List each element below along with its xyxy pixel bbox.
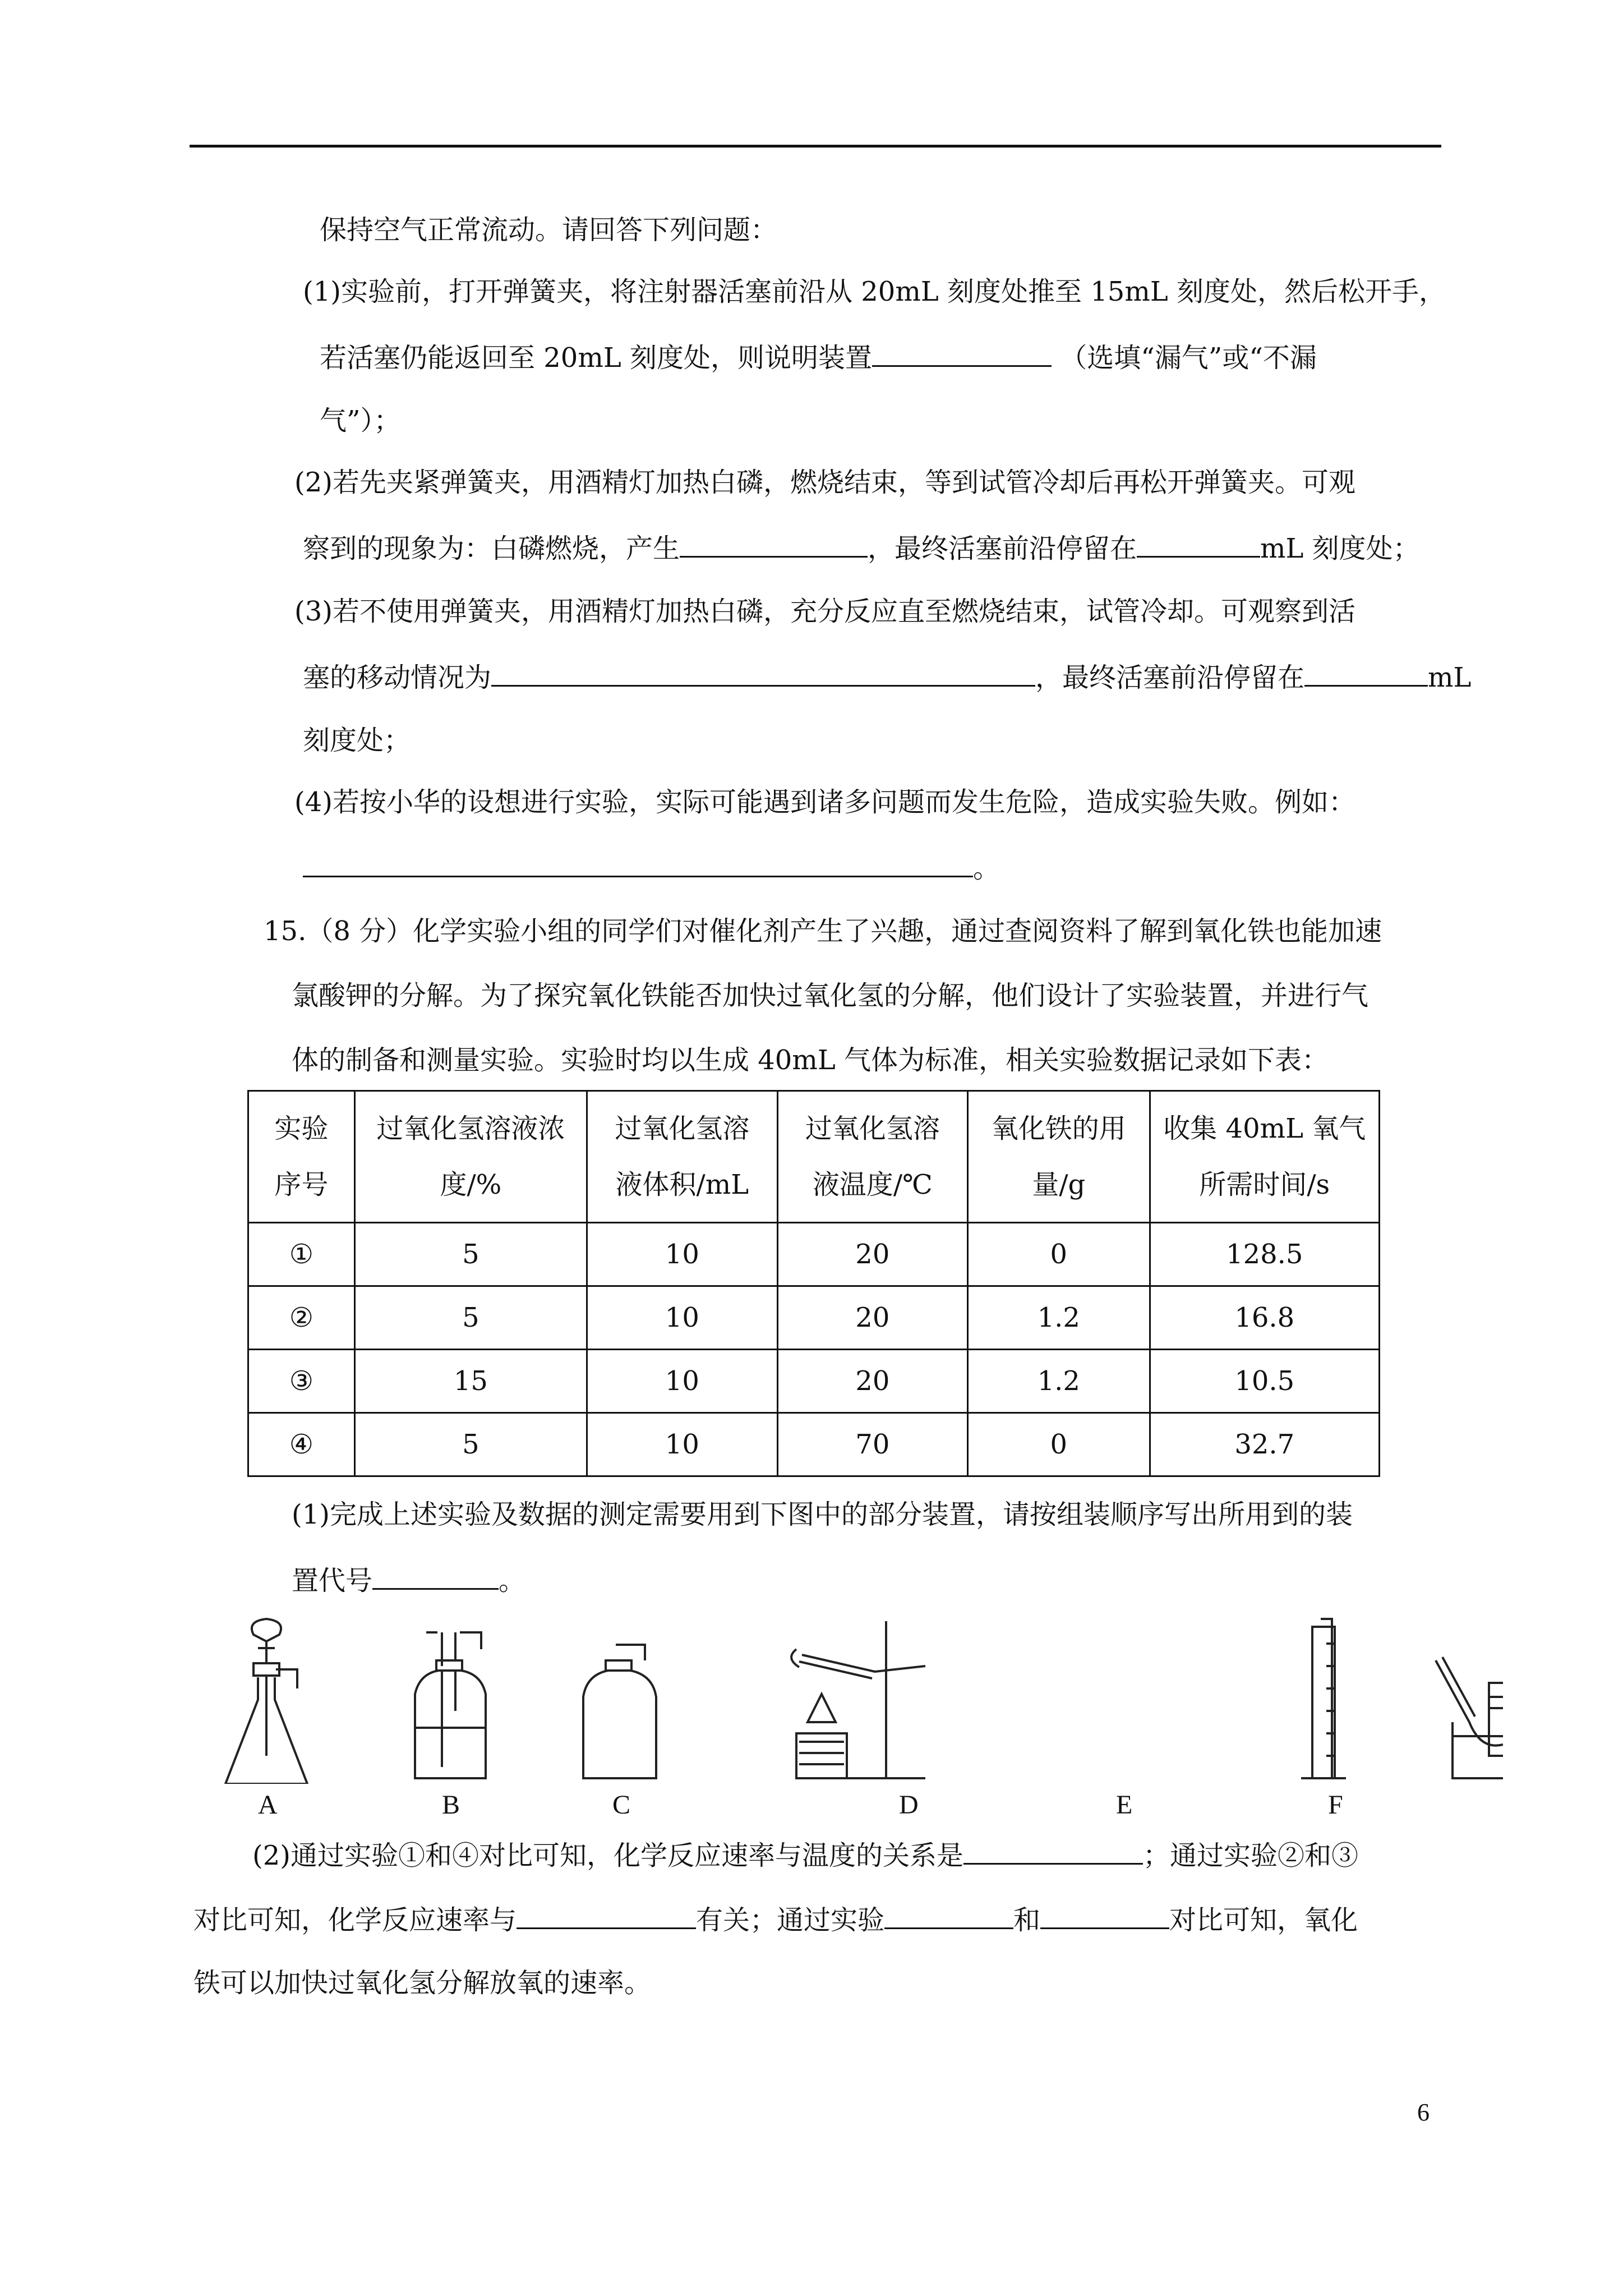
q15-s2-line1 xyxy=(252,1837,1358,1872)
apparatus-svg xyxy=(213,1616,1503,1784)
table-cell: 0 xyxy=(968,1413,1150,1476)
table-row xyxy=(248,1286,1380,1350)
table-cell: 20 xyxy=(777,1286,967,1350)
header-rule xyxy=(190,145,1441,148)
q15-s2-line2-text-c: 和 xyxy=(1013,1904,1041,1936)
table-cell: 0 xyxy=(968,1223,1150,1286)
table-cell: 16.8 xyxy=(1150,1286,1379,1350)
answer-blank[interactable] xyxy=(491,659,1035,687)
q15-s2-line2-text-b: 有关；通过实验 xyxy=(696,1904,885,1936)
answer-blank[interactable] xyxy=(303,850,973,877)
table-row xyxy=(248,1350,1380,1413)
q14-p3-line2-text-b: ，最终活塞前沿停留在 xyxy=(1035,662,1305,693)
q15-s1-line1: (1)完成上述实验及数据的测定需要用到下图中的部分装置，请按组装顺序写出所用到的装 xyxy=(292,1499,1353,1530)
answer-blank[interactable] xyxy=(963,1837,1143,1865)
apparatus-label-f: F xyxy=(1328,1790,1343,1820)
apparatus-d-heating-setup xyxy=(791,1621,925,1778)
q14-p1-line3: 气”）； xyxy=(320,405,401,436)
table-cell: 20 xyxy=(777,1350,967,1413)
table-cell: 5 xyxy=(354,1286,587,1350)
header-cell: 实验 序号 xyxy=(248,1091,355,1223)
table-cell: 32.7 xyxy=(1150,1413,1379,1476)
answer-blank[interactable] xyxy=(1304,659,1428,687)
table-cell: 5 xyxy=(354,1223,587,1286)
q15-s2-line1-text-b: ；通过实验②和③ xyxy=(1143,1840,1359,1871)
header-cell: 过氧化氢溶液浓 度/% xyxy=(354,1091,587,1223)
table-cell: 15 xyxy=(354,1350,587,1413)
table-cell: 5 xyxy=(354,1413,587,1476)
table-header-row xyxy=(248,1091,1380,1223)
q15-line2: 氯酸钾的分解。为了探究氧化铁能否加快过氧化氢的分解，他们设计了实验装置，并进行气 xyxy=(292,980,1369,1011)
header-cell: 过氧化氢溶 液体积/mL xyxy=(587,1091,778,1223)
q14-p2-line2-text-c: mL 刻度处； xyxy=(1260,533,1420,564)
q14-p4-line2-text: 。 xyxy=(973,853,1000,884)
table-cell: 10 xyxy=(587,1286,778,1350)
table-cell: 10 xyxy=(587,1350,778,1413)
q14-p2-line1: (2)若先夹紧弹簧夹，用酒精灯加热白磷，燃烧结束，等到试管冷却后再松开弹簧夹。可观 xyxy=(294,467,1355,498)
table-cell: ② xyxy=(248,1286,355,1350)
apparatus-b-gas-washing-bottle xyxy=(415,1632,486,1778)
q15-line3: 体的制备和测量实验。实验时均以生成 40mL 气体为标准，相关实验数据记录如下表： xyxy=(292,1045,1329,1076)
apparatus-c-collection-bottle xyxy=(583,1645,656,1778)
q14-p2-line2-text-a: 察到的现象为：白磷燃烧，产生 xyxy=(303,533,680,564)
apparatus-a-conical-flask-with-funnel xyxy=(225,1619,307,1784)
apparatus-label-a: A xyxy=(258,1790,278,1820)
answer-blank[interactable] xyxy=(872,339,1052,367)
intro-text: 保持空气正常流动。请回答下列问题： xyxy=(320,214,778,246)
q15-s2-line2 xyxy=(193,1902,1358,1937)
table-cell: 20 xyxy=(777,1223,967,1286)
q15-s2-line2-text-a: 对比可知，化学反应速率与 xyxy=(193,1904,517,1936)
apparatus-e-graduated-cylinder xyxy=(1301,1619,1346,1778)
header-cell: 过氧化氢溶 液温度/℃ xyxy=(777,1091,967,1223)
experiment-data-table xyxy=(247,1090,1380,1477)
apparatus-label-e: E xyxy=(1116,1790,1133,1820)
q15-line1: 15.（8 分）化学实验小组的同学们对催化剂产生了兴趣，通过查阅资料了解到氧化铁也能加速 xyxy=(264,915,1382,947)
answer-blank[interactable] xyxy=(680,530,868,558)
header-cell: 氧化铁的用 量/g xyxy=(968,1091,1150,1223)
q14-p3-line1: (3)若不使用弹簧夹，用酒精灯加热白磷，充分反应直至燃烧结束，试管冷却。可观察到活 xyxy=(294,596,1355,627)
table-cell: 70 xyxy=(777,1413,967,1476)
answer-blank[interactable] xyxy=(884,1902,1013,1929)
q14-p1-line2 xyxy=(320,339,1317,375)
q15-s2-line1-text-a: (2)通过实验①和④对比可知，化学反应速率与温度的关系是 xyxy=(252,1840,963,1871)
q15-s1-line2 xyxy=(292,1562,525,1598)
apparatus-label-b: B xyxy=(442,1790,460,1820)
q14-p3-line2-text-a: 塞的移动情况为 xyxy=(303,662,492,693)
q14-p3-line3: 刻度处； xyxy=(303,725,411,756)
q14-p1-line2-text-b: （选填“漏气”或“不漏 xyxy=(1060,342,1317,374)
q15-s2-line2-text-d: 对比可知，氧化 xyxy=(1169,1904,1358,1936)
q14-p3-line2 xyxy=(303,659,1471,694)
table-cell: 128.5 xyxy=(1150,1223,1379,1286)
q14-p3-line2-text-c: mL xyxy=(1428,662,1472,693)
table-cell: ① xyxy=(248,1223,355,1286)
answer-blank[interactable] xyxy=(1040,1902,1169,1929)
header-cell: 收集 40mL 氧气 所需时间/s xyxy=(1150,1091,1379,1223)
answer-blank[interactable] xyxy=(1137,530,1260,558)
q14-p4-line2 xyxy=(303,850,1000,885)
apparatus-f-water-trough xyxy=(1436,1657,1503,1778)
q14-p2-line2 xyxy=(303,530,1420,565)
q14-p1-line1: (1)实验前，打开弹簧夹，将注射器活塞前沿从 20mL 刻度处推至 15mL 刻度处，然后松开手， xyxy=(303,276,1446,307)
answer-blank[interactable] xyxy=(517,1902,696,1929)
q14-p1-line2-text-a: 若活塞仍能返回至 20mL 刻度处，则说明装置 xyxy=(320,342,872,374)
table-cell: 1.2 xyxy=(968,1286,1150,1350)
page-number: 6 xyxy=(1417,2099,1430,2126)
table-row xyxy=(248,1413,1380,1476)
table-cell: 10 xyxy=(587,1223,778,1286)
q14-p2-line2-text-b: ，最终活塞前沿停留在 xyxy=(868,533,1137,564)
table-row xyxy=(248,1223,1380,1286)
table-cell: 1.2 xyxy=(968,1350,1150,1413)
table-cell: ④ xyxy=(248,1413,355,1476)
table-cell: 10.5 xyxy=(1150,1350,1379,1413)
q15-s1-line2-text-a: 置代号 xyxy=(292,1565,373,1596)
apparatus-figure xyxy=(213,1616,1503,1829)
table-cell: ③ xyxy=(248,1350,355,1413)
table-cell: 10 xyxy=(587,1413,778,1476)
q15-s1-line2-text-b: 。 xyxy=(499,1565,526,1596)
apparatus-label-c: C xyxy=(612,1790,631,1820)
q14-p4-line1: (4)若按小华的设想进行实验，实际可能遇到诸多问题而发生危险，造成实验失败。例如： xyxy=(294,786,1355,818)
apparatus-label-d: D xyxy=(899,1790,919,1820)
q15-s2-line3: 铁可以加快过氧化氢分解放氧的速率。 xyxy=(193,1967,652,1999)
answer-blank[interactable] xyxy=(372,1562,499,1590)
